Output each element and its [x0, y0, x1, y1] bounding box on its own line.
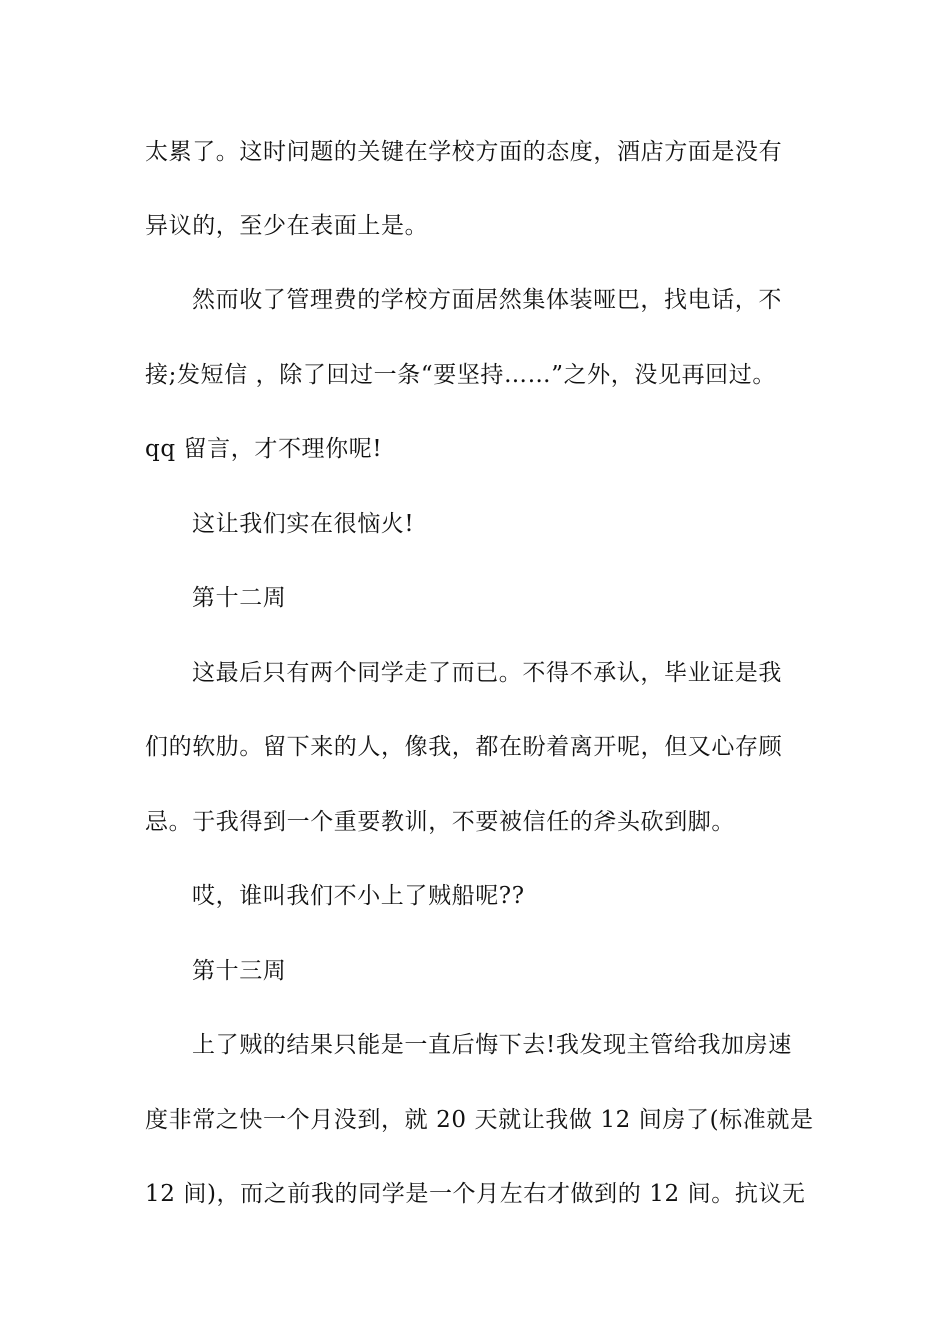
- paragraph-start-line: 哎，谁叫我们不小上了贼船呢??: [192, 883, 525, 909]
- paragraph-start-line: 上了贼的结果只能是一直后悔下去!我发现主管给我加房速: [192, 1032, 792, 1058]
- paragraph-start-line: 然而收了管理费的学校方面居然集体装哑巴，找电话，不: [192, 287, 782, 313]
- section-heading: 第十二周: [192, 585, 287, 611]
- text-line: 接;发短信 ，除了回过一条“要坚持……”之外，没见再回过。: [145, 362, 776, 388]
- text-line: 太累了。这时问题的关键在学校方面的态度，酒店方面是没有: [145, 139, 783, 165]
- text-line: 异议的，至少在表面上是。: [145, 213, 429, 239]
- text-line: 们的软肋。留下来的人，像我，都在盼着离开呢，但又心存顾: [145, 734, 783, 760]
- paragraph-start-line: 这最后只有两个同学走了而已。不得不承认，毕业证是我: [192, 660, 782, 686]
- paragraph-start-line: 这让我们实在很恼火!: [192, 511, 415, 537]
- text-line: qq 留言，才不理你呢!: [145, 436, 383, 462]
- text-line: 12 间)，而之前我的同学是一个月左右才做到的 12 间。抗议无: [145, 1181, 806, 1207]
- section-heading: 第十三周: [192, 958, 287, 984]
- text-line: 忌。于我得到一个重要教训，不要被信任的斧头砍到脚。: [145, 809, 735, 835]
- text-line: 度非常之快一个月没到，就 20 天就让我做 12 间房了(标准就是: [145, 1107, 814, 1133]
